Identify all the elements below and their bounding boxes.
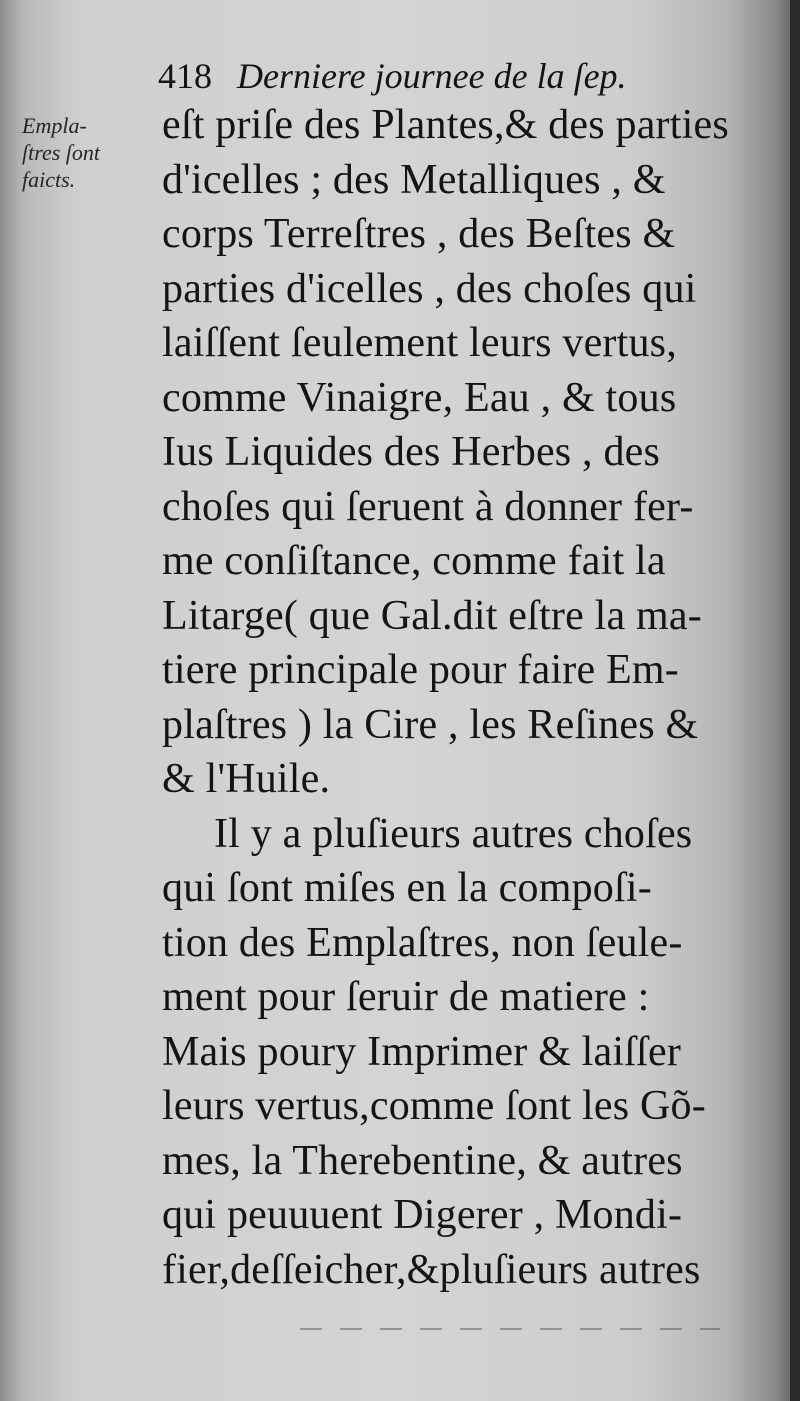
margin-note-line: Empla- — [22, 113, 87, 138]
page-header — [158, 52, 627, 100]
text-line: Litarge( que Gal.dit eſtre la ma- — [162, 592, 702, 639]
text-line: d'icelles ; des Metalliques , & — [162, 156, 666, 203]
text-line: qui ſont miſes en la compoſi- — [162, 865, 652, 911]
text-line: laiſſent ſeulement leurs vertus, — [162, 320, 677, 366]
text-line: parties d'icelles , des choſes qui — [162, 265, 697, 312]
text-line: Mais poury Imprimer & laiſſer — [162, 1028, 682, 1075]
text-line: eſt priſe des Plantes,& des parties — [162, 102, 729, 148]
page-number: 418 — [158, 56, 212, 96]
text-line: ment pour ſeruir de matiere : — [162, 974, 650, 1020]
text-line: plaſtres ) la Cire , les Reſines & — [162, 701, 699, 748]
text-line: leurs vertus,comme ſont les Gõ- — [162, 1083, 706, 1129]
running-title: Derniere journee de la ſep. — [237, 56, 627, 96]
body-text — [162, 98, 752, 1297]
margin-note-line: ſtres ſont — [22, 140, 101, 165]
text-line: corps Terreſtres , des Beſtes & — [162, 211, 676, 257]
bleed-through-rule — [300, 1328, 720, 1330]
text-line: tion des Emplaſtres, non ſeule- — [162, 919, 683, 966]
paragraph-start-line: Il y a pluſieurs autres choſes — [214, 810, 693, 857]
text-line: tiere principale pour faire Em- — [162, 647, 679, 693]
text-line: choſes qui ſeruent à donner fer- — [162, 483, 694, 530]
text-line: qui peuuuent Digerer , Mondi- — [162, 1192, 683, 1238]
margin-note-line: faicts. — [22, 167, 76, 192]
text-line: & l'Huile. — [162, 756, 331, 802]
margin-note — [22, 112, 162, 193]
text-line: mes, la Therebentine, & autres — [162, 1137, 683, 1184]
text-line: comme Vinaigre, Eau , & tous — [162, 374, 677, 421]
text-line: Ius Liquides des Herbes , des — [162, 429, 661, 475]
text-line: fier,deſſeicher,&pluſieurs autres — [162, 1246, 701, 1293]
text-line: me conſiſtance, comme fait la — [162, 538, 666, 584]
